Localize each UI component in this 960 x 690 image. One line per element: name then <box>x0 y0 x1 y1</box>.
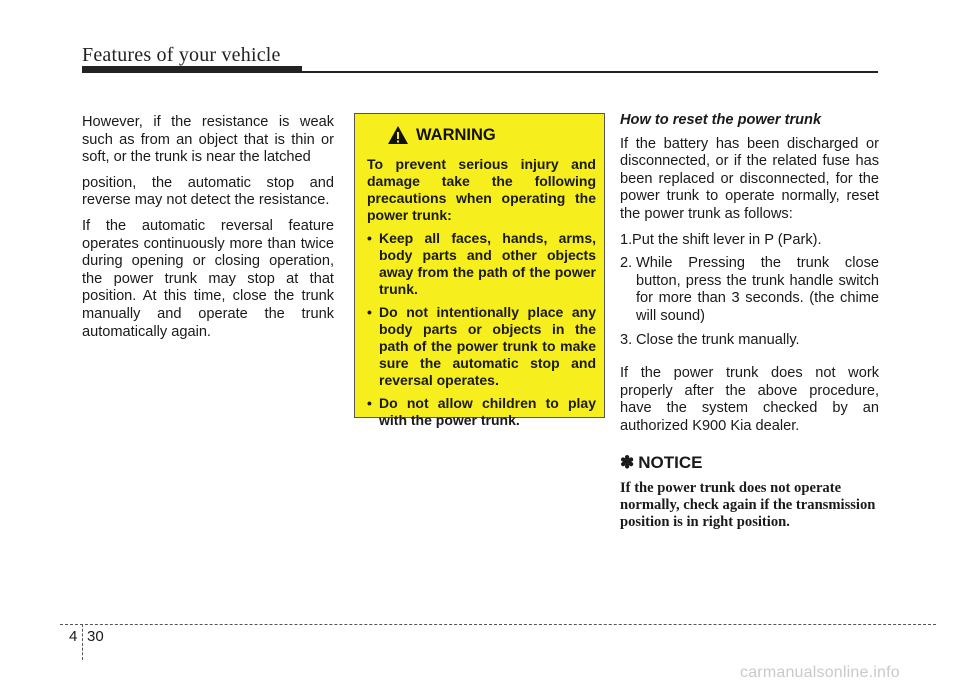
left-paragraph-2: position, the automatic stop and reverse may not detect the resistance. <box>82 174 334 209</box>
warning-header <box>387 124 596 146</box>
header-rule-thin <box>82 71 878 73</box>
left-column <box>82 114 334 349</box>
warning-triangle-icon <box>387 125 409 145</box>
footer-divider <box>82 624 83 660</box>
reset-followup: If the power trunk does not work properly after the above procedure, have the system checked by an authorized K900 Kia dealer. <box>620 365 879 434</box>
warning-box <box>354 113 605 428</box>
notice-star-icon: ✽ <box>620 452 635 472</box>
section-heading: How to reset the power trunk <box>620 112 822 128</box>
left-paragraph-3: If the automatic reversal feature operates continuously more than twice during opening or closing operation, the power trunk may stop at that position. At this time, close the trunk manually and operate the trunk automatically again. <box>82 217 334 340</box>
notice-title: NOTICE <box>638 452 703 472</box>
watermark: carmanualsonline.info <box>740 664 900 681</box>
footer-rule <box>60 624 936 625</box>
bullet-icon: • <box>367 304 372 320</box>
bullet-icon: • <box>367 395 372 411</box>
step-text: While Pressing the trunk close button, press the trunk handle switch for more than 3 seconds. (the chime will sound) <box>636 255 879 324</box>
page-header-title: Features of your vehicle <box>82 44 281 66</box>
notice-body: If the power trunk does not operate normally, check again if the transmission position is in right position. <box>620 479 876 531</box>
notice-header <box>620 452 879 474</box>
step-number: 2. <box>620 255 633 272</box>
bullet-icon: • <box>367 230 372 246</box>
step-number: 3. <box>620 331 633 348</box>
left-paragraph-1: However, if the resistance is weak such as from an object that is thin or soft, or the trunk is near the latched <box>82 114 334 166</box>
warning-intro: To prevent serious injury and damage take the following precautions when operating the power trunk: <box>367 156 596 223</box>
warning-item: • Do not intentionally place any body parts or objects in the path of the power trunk to make sure the automatic stop and reversal operates. <box>367 304 596 388</box>
step-number: 1. <box>620 231 633 248</box>
step-item <box>620 232 879 250</box>
step-item <box>620 332 879 350</box>
step-item <box>620 255 879 325</box>
step-text: Put the shift lever in P (Park). <box>632 231 822 248</box>
reset-intro: If the battery has been discharged or disconnected, or if the related fuse has been replaced or disconnected, for the power trunk to operate normally, reset the power trunk as follows: <box>620 135 879 222</box>
step-text: Close the trunk manually. <box>636 331 800 348</box>
warning-item: • Keep all faces, hands, arms, body parts and other objects away from the path of the power trunk. <box>367 230 596 297</box>
warning-item: • Do not allow children to play with the power trunk. <box>367 395 596 428</box>
warning-list <box>367 230 596 429</box>
footer-chapter-number: 4 <box>69 628 78 645</box>
footer-page-number: 30 <box>87 628 104 645</box>
warning-title: WARNING <box>416 125 496 144</box>
right-column <box>620 112 879 532</box>
